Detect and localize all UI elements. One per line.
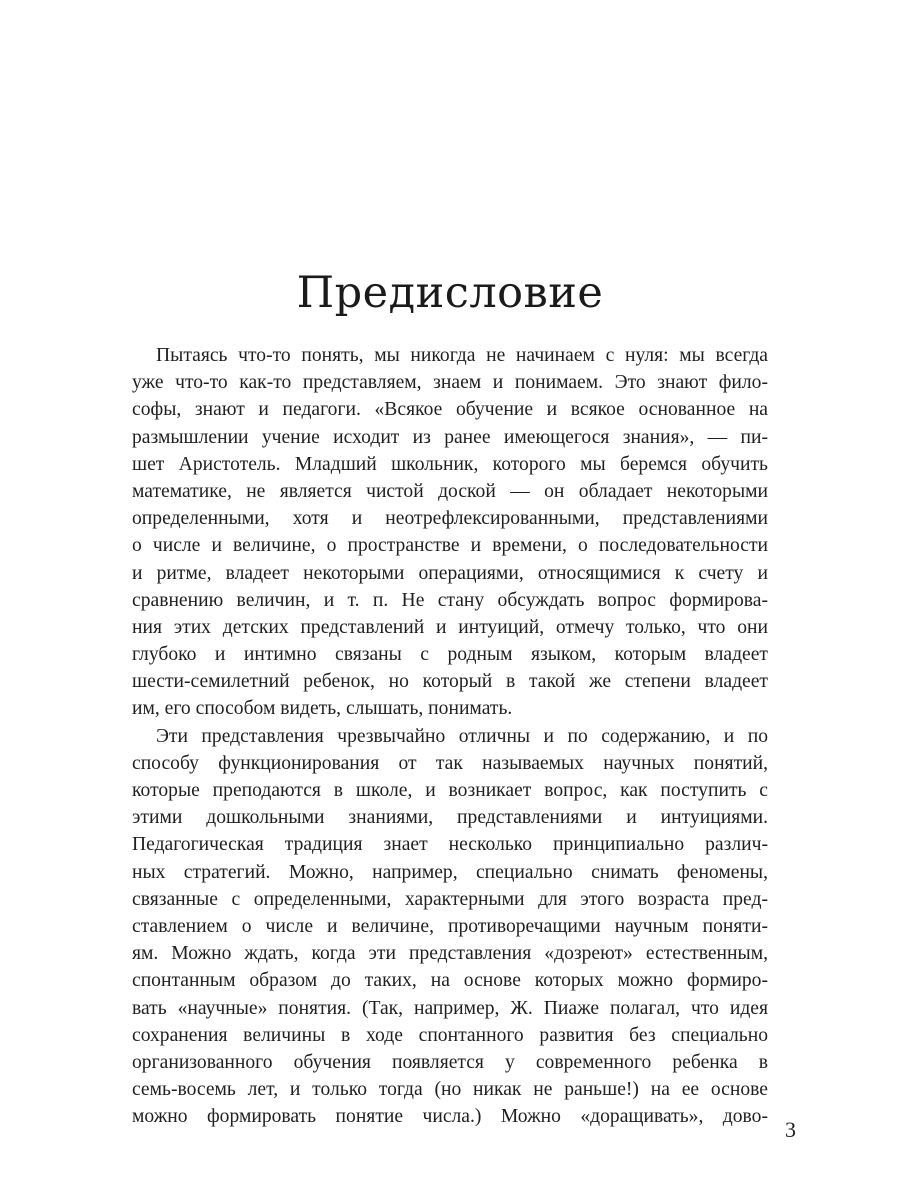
text-line: размышлении учение исходит из ранее имеющегося знания», — пи- bbox=[132, 426, 768, 448]
text-line: шет Аристотель. Младший школьник, которого мы беремся обучить bbox=[132, 453, 768, 475]
text-line: спонтанным образом до таких, на основе которых можно формиро- bbox=[132, 970, 768, 992]
text-line: организованного обучения появляется у современного ребенка в bbox=[132, 1051, 768, 1073]
text-line: софы, знают и педагоги. «Всякое обучение и всякое основанное на bbox=[132, 399, 768, 421]
text-line: определенными, хотя и неотрефлексированными, представлениями bbox=[132, 508, 768, 530]
chapter-title: Предисловие bbox=[296, 268, 604, 318]
text-line: о числе и величине, о пространстве и времени, о последовательности bbox=[132, 535, 768, 557]
text-line: им, его способом видеть, слышать, понимать. bbox=[132, 698, 513, 720]
text-line: этими дошкольными знаниями, представлениями и интуициями. bbox=[132, 807, 768, 829]
text-line: ных стратегий. Можно, например, специально снимать феномены, bbox=[132, 861, 768, 883]
paragraph-2 bbox=[132, 723, 768, 1131]
text-line: глубоко и интимно связаны с родным языком, которым владеет bbox=[132, 644, 768, 666]
text-line: ния этих детских представлений и интуиций, отмечу только, что они bbox=[132, 616, 768, 638]
text-line: Эти представления чрезвычайно отличны и по содержанию, и по bbox=[156, 725, 768, 747]
page-number: 3 bbox=[785, 1117, 796, 1142]
text-line: которые преподаются в школе, и возникает вопрос, как поступить с bbox=[132, 780, 768, 801]
text-line: сохранения величины в ходе спонтанного развития без специально bbox=[132, 1024, 768, 1046]
text-line: ставлением о числе и величине, противоречащими научным поняти- bbox=[132, 915, 768, 937]
text-line: способу функционирования от так называемых научных понятий, bbox=[132, 752, 768, 774]
text-line: Педагогическая традиция знает несколько принципиально различ- bbox=[132, 834, 768, 856]
text-line: и ритме, владеет некоторыми операциями, относящимися к счету и bbox=[132, 562, 768, 584]
text-line: уже что-то как-то представляем, знаем и понимаем. Это знают фило- bbox=[132, 372, 768, 394]
text-line: вать «научные» понятия. (Так, например, Ж. Пиаже полагал, что идея bbox=[132, 997, 768, 1019]
body-text bbox=[132, 342, 768, 1130]
text-line: семь-восемь лет, и только тогда (но никак не раньше!) на ее основе bbox=[132, 1079, 768, 1101]
text-line: шести-семилетний ребенок, но который в такой же степени владеет bbox=[132, 671, 768, 693]
text-line: ям. Можно ждать, когда эти представления «дозреют» естественным, bbox=[132, 943, 768, 965]
text-line: математике, не является чистой доской — он обладает некоторыми bbox=[132, 480, 768, 502]
text-line: связанные с определенными, характерными для этого возраста пред- bbox=[132, 888, 768, 910]
text-line: можно формировать понятие числа.) Можно «доращивать», дово- bbox=[132, 1106, 768, 1128]
text-line: сравнению величин, и т. п. Не стану обсуждать вопрос формирова- bbox=[132, 589, 768, 611]
paragraph-1 bbox=[132, 342, 768, 723]
text-line: Пытаясь что-то понять, мы никогда не начинаем с нуля: мы всегда bbox=[156, 345, 768, 366]
